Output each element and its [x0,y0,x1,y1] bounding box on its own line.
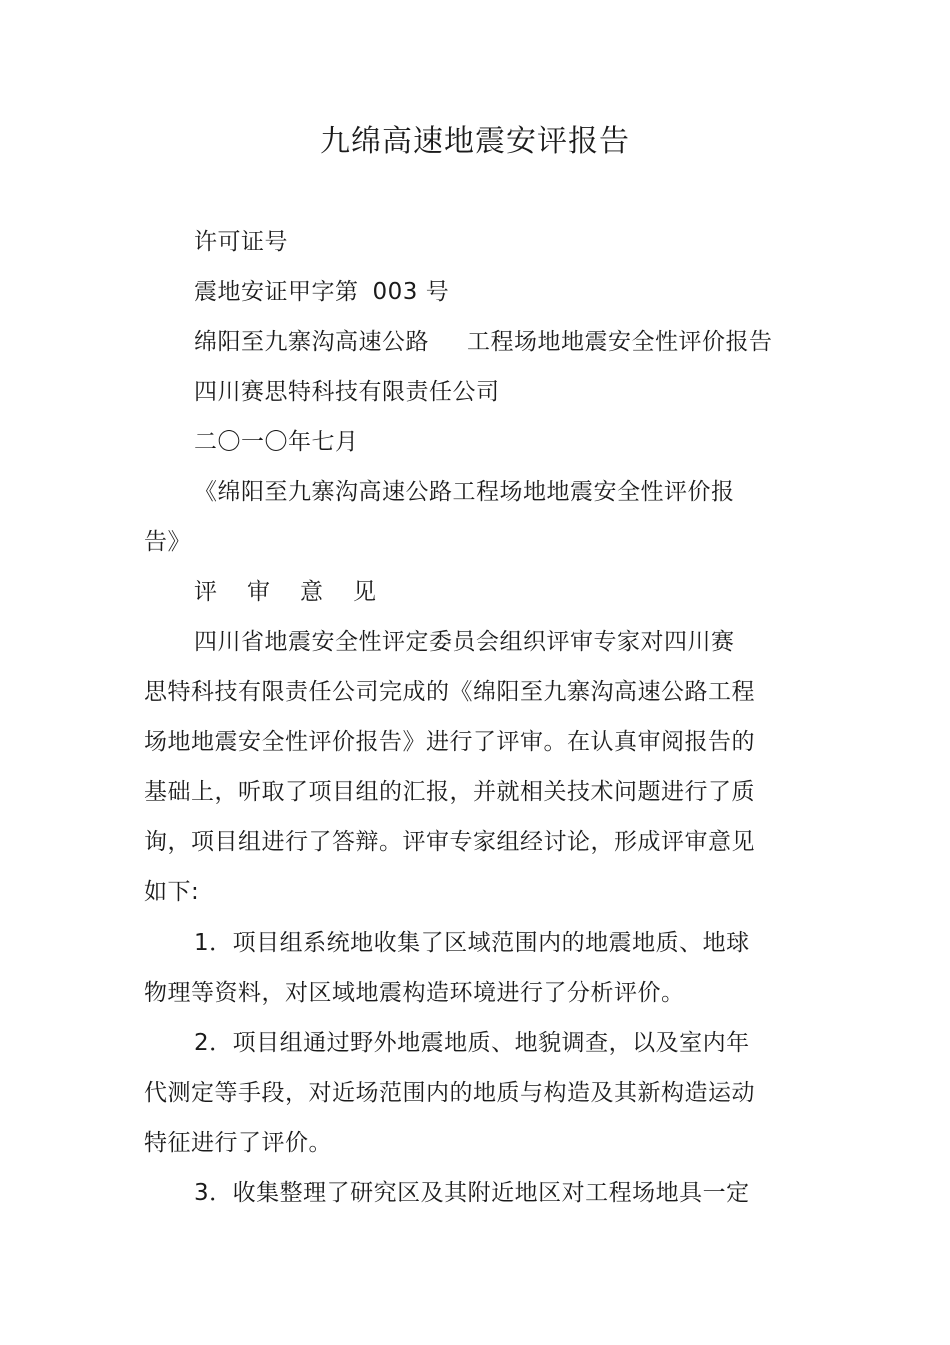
review-heading: 评审意见 [194,579,406,605]
list-item-line: 特征进行了评价。 [144,1130,332,1156]
company-name: 四川赛思特科技有限责任公司 [194,379,500,405]
report-name-part2: 工程场地地震安全性评价报告 [467,329,773,355]
list-item-line: 1．项目组系统地收集了区域范围内的地震地质、地球 [194,930,750,956]
paragraph-line: 场地地震安全性评价报告》进行了评审。在认真审阅报告的 [144,729,755,755]
permit-number-prefix: 震地安证甲字第 [194,279,359,305]
quoted-title-line: 告》 [144,529,191,555]
quoted-title-line: 《绵阳至九寨沟高速公路工程场地地震安全性评价报 [194,479,735,505]
paragraph-line: 四川省地震安全性评定委员会组织评审专家对四川赛 [194,629,735,655]
permit-number [194,276,449,308]
permit-label: 许可证号 [194,229,288,255]
paragraph-line: 如下: [144,879,200,905]
list-item-line: 代测定等手段，对近场范围内的地质与构造及其新构造运动 [144,1080,755,1106]
report-date: 二〇一〇年七月 [194,429,359,455]
paragraph-line: 询，项目组进行了答辩。评审专家组经讨论，形成评审意见 [144,829,755,855]
report-name-part1: 绵阳至九寨沟高速公路 [194,329,429,355]
permit-number-value: 003 号 [372,279,450,305]
list-item-line: 物理等资料，对区域地震构造环境进行了分析评价。 [144,980,685,1006]
paragraph-line: 思特科技有限责任公司完成的《绵阳至九寨沟高速公路工程 [144,679,755,705]
report-name [194,326,773,358]
paragraph-line: 基础上，听取了项目组的汇报，并就相关技术问题进行了质 [144,779,755,805]
list-item-line: 3．收集整理了研究区及其附近地区对工程场地具一定 [194,1180,750,1206]
document-title: 九绵高速地震安评报告 [320,124,630,159]
list-item-line: 2．项目组通过野外地震地质、地貌调查，以及室内年 [194,1030,750,1056]
